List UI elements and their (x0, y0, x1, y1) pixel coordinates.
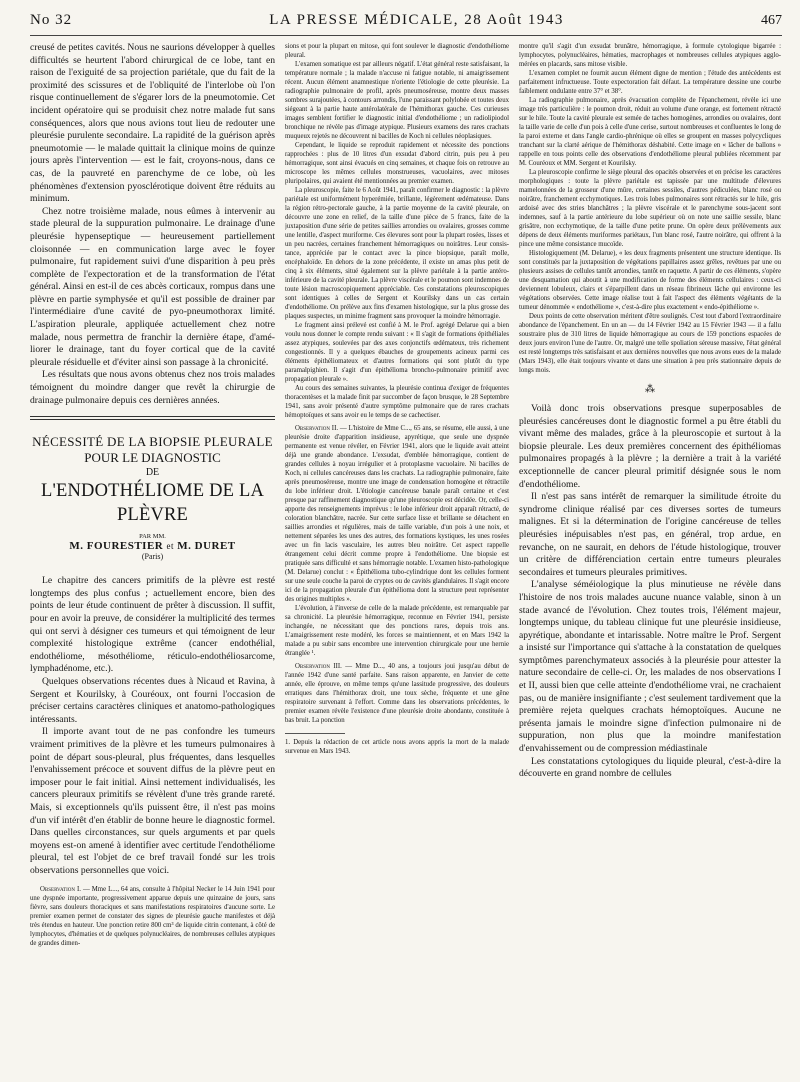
paragraph: Deux points de cette observation méritent d'être soulignés. C'est tout d'abord l'extraordinaire abondance de l'épanchement. En un an — du 14 Février 1942 au 15 Février 1943 — il a fallu soustraire plus de 310 litres de liquide hémorragique au cours de 159 ponctions espacées de deux jours environ l'une de l'autre. Or, malgré une telle spoliation séreuse massive, l'état général est resté longtemps très satisfaisant et aux dernières nouvelles que nous avons eues de la malade (Mars 1943), elle était toujours vivante et dans une situation à peu près stationnaire depuis de longs mois. (519, 313, 781, 374)
observation-text: — Mme D..., 40 ans, a toujours joui jusqu'au début de l'année 1942 d'une santé parfaite. Sans raison apparente, en Janvier de cette année, elle éprouve, en même temps qu'une lassitude progressive, des douleurs erratiques dans l'hémithorax droit, une toux sèche, fréquente et une gêne respiratoire survenant à l'effort. Comme dans les observations précédentes, le premier examen révèle l'existence d'une pleurésie droite abondante, constituée à bas bruit. La ponction (285, 663, 509, 724)
observation-text: — L'histoire de Mme C..., 65 ans, se résume, elle aussi, à une pleurésie droite d'apparition insidieuse, apyrétique, que seule une dyspnée permanente est venue révéler, en Février 1941, alors que le liquide avait atteint déjà une grande abondance. L'exsudat, d'emblée hémorragique, contient de grandes cellules à noyau irrégulier et à protoplasme vacuolaire. Ni bacilles de Koch, ni cellules cancéreuses dans les crachats. La radiographie pulmonaire, faite après pneumoséreuse, montre une image de condensation homogène et rétractile du lobe inférieur droit. L'étiologie cancéreuse banale paraît certaine et c'est presque par raffinement diagnostique qu'une pleuroscopie est décidée. Or, celle-ci apporte des renseignements imprévus : le lobe inférieur droit apparaît rétracté, de coloration blanchâtre, nacrée. Sur cette surface lisse et brillante se détachent en saillies arrondies et régulières, mais de taille variable, d'un pois à une noix, et nettement séparées les unes des autres, des formations kystiques, les unes rosées avec un fin lacis vasculaire, les autres bleu noirâtre. Cet aspect rappelle étrangement celui décrit comme propre à l'endothéliome. Une biopsie est pratiquée sans difficulté et sans hémorragie notable. L'examen histo-pathologique (M. Delarue) conclut : « Épithélioma tubo-cylindrique dont les cellules forment sur une seule couche la paroi de cryptes ou de cavités glandulaires. Il s'agit encore ici de la propagation pleurale d'un épithélioma dont la structure peut représenter des origines multiples ». (285, 425, 509, 603)
section-asterism: ⁂ (645, 384, 655, 395)
observation-1 (30, 885, 275, 948)
paragraph: L'examen somatique est par ailleurs négatif. L'état général reste satisfaisant, la température normale ; la malade n'accuse ni fatigue notable, ni amaigrissement récent. Aucun élément anamnestique n'oriente l'étiologie de cette pleurésie. La radiographie pulmonaire de profil, après pneumoséreuse, montre deux masses sombres surajoutées, à contours arrondis, l'une paraissant polylobée et toutes deux siégeant à la partie haute antérolatérale de l'hémithorax gauche. Ces curieuses images semblent fortifier le diagnostic initial d'endothéliome ; un radiolipiodol bronchique ne révèle pas d'image atypique. Plusieurs examens des rares crachats muqueux rejetés ne découvrent ni bacilles de Koch ni cellules néoplasiques. (285, 61, 509, 140)
paragraph: Cependant, le liquide se reproduit rapidement et nécessite des ponctions rapprochées : plus de 10 litres d'un exsudat d'abord citrin, puis peu à peu hémorragique, sont ainsi évacués en cinq semaines, et chaque fois on retrouve au microscope les mêmes cellules monstrueuses, vacuolaires, avec mitoses pluripolaires, qui avaient été mentionnées au premier examen. (285, 142, 509, 185)
paragraph: L'évolution, à l'inverse de celle de la malade précédente, est remarquable par sa chronicité. La pleurésie hémorragique, reconnue en Février 1941, persiste inchangée, ne nécessitant que des ponctions rares, depuis trois ans. L'amaigrissement reste modéré, les forces se maintiennent, et en Mars 1942 la malade a pu subir sans encombre une intervention chirurgicale pour une hernie étranglée ¹. (285, 605, 509, 657)
byline-prefix: PAR MM. (139, 533, 166, 541)
paragraph: La pleuroscopie confirme le siège pleural des opacités observées et en précise les caractères morphologiques : toute la plèvre pariétale est tapissée par une multitude d'élevures mamelonnées de la grosseur d'une mûre, certaines sessiles, d'autres pédiculées, blanc rosé ou noirâtre, franchement ecchymotiques. Les trois lobes pulmonaires sont rétractés sur le hile, gris ardoisé avec des stries blanchâtres ; la plèvre viscérale et le parenchyme sous-jacent sont indemnes, sauf à la partie antérieure du lobe supérieur où on note une saillie sessile, blanc grisâtre, non ecchymotique, de la taille d'une petite prune. On opère deux prélèvements aux dépens de deux éléments muriformes pariétaux, l'un blanc rosé, l'autre noirâtre, qui offrent à la pince une même consistance mucoïde. (519, 169, 781, 248)
paragraph: Quelques observations récentes dues à Nicaud et Ravina, à Sergent et Kourilsky, à Couréoux, ont fourni l'occasion de préciser certains caractères cliniques et anatomo-pathologiques intéressants. (30, 675, 275, 725)
paragraph: Les résultats que nous avons obtenus chez nos trois malades témoignent du moindre danger que revêt la chirurgie de drainage pulmonaire depuis ces dernières années. (30, 369, 275, 406)
paragraph: Histologiquement (M. Delarue), « les deux fragments présentent une structure identique. Ils sont constitués par la juxtaposition de végétations papillaires assez grêles, revêtues par une ou plusieurs assises de cellules tantôt arrondies, tantôt en raquette. A partir de ces éléments, s'opère une desquamation qui aboutit à une modification de forme des éléments cellulaires : ceux-ci deviennent lobuleux, clairs et s'éparpillent dans un réseau fibrineux lâche qui environne les végétations observées. Cette image réalise tout à fait l'aspect des éléments végétants de la tumeur dénommée « endothéliome », c'est-à-dire plus exactement « endo-épithéliome ». (519, 250, 781, 311)
paragraph: La pleuroscopie, faite le 6 Août 1941, paraît confirmer le diagnostic : la plèvre pariétale est uniformément hyperémiée, brillante, légèrement œdémateuse. Dans la région rétro-pectorale gauche, à la partie moyenne de la cavité pleurale, on découvre une zone en relief, de la taille d'une pièce de 5 francs, faite de la juxtaposition d'une série de petites saillies arrondies ou ovalaires, grosses comme une lentille, d'aspect muriforme. Ces élevures sont pour la plupart rosées, lisses et un peu nacrées, certaines franchement hémorragiques ou noirâtres. Leur consistance, appréciée par le contact avec la pince biopsique, paraît molle, encéphaloïde. En dehors de la zone précédente, il existe un amas plus petit de cinq à six éléments, situé également sur la plèvre pariétale à la partie antéro-inférieure de la cavité pleurale. La plèvre viscérale et le poumon sont indemnes de toute lésion macroscopiquement appréciable. Ces constatations pleuroscopiques sont identiques à celles de Sergent et Kourilsky dans un cas certain d'endothéliome. On prélève aux fins d'examen histologique, sur la plus grosse des plaques suspectes, un minime fragment sans provoquer la moindre hémorragie. (285, 187, 509, 320)
column-1 (30, 42, 275, 1082)
author-1: M. FOURESTIER (69, 540, 164, 553)
article-intro (30, 575, 275, 877)
observation-3-continued (519, 42, 781, 375)
column-3 (519, 42, 781, 1082)
columns (30, 42, 782, 1082)
paragraph: sions et pour la plupart en mitose, qui font soulever le diagnostic d'endothéliome pleural. (285, 43, 509, 59)
observation-text: — Mme L..., 64 ans, consulte à l'hôpital Necker le 14 Juin 1941 pour une dyspnée importante, progressivement apparue depuis une quinzaine de jours, sans fièvre, sans douleurs thoraciques et sans manifestations respiratoires d'aucune sorte. Le premier examen permet de constater des signes de pleurésie gauche manifestes et déjà très étendus en hauteur. Une ponction retire 800 cm³ de liquide citrin contenant, à côté de lymphocytes, d'hématies et de quelques polynucléaires, de nombreuses cellules atypiques de grandes dimen- (30, 886, 275, 948)
title-line-2: POUR LE DIAGNOSTIC (84, 450, 221, 466)
author-city: (Paris) (141, 552, 164, 562)
observation-lead: Observation I. (40, 886, 81, 894)
author-conjunction: et (166, 541, 174, 552)
previous-article-end (30, 42, 275, 407)
observation-1-continued (285, 42, 509, 725)
paragraph: Le fragment ainsi prélevé est confié à M. le Prof. agrégé Delarue qui a bien voulu nous donner le compte rendu suivant : « Il s'agit de formations épithéliales assez atypiques, soulevées par des axes conjonctifs œdémateux, très richement congestionnés. Il y a quelques ébauches de groupements acineux parmi ces éléments épithéliomateux et d'autres formations qui sont plutôt du type paramalpighien. Il s'agit d'un épithélioma broncho-pulmonaire primitif avec propagation pleurale ». (285, 322, 509, 383)
paragraph: Au cours des semaines suivantes, la pleurésie continua d'exiger de fréquentes thoracentèses et la malade finit par succomber de façon brusque, le 28 Septembre 1941, sans avoir présenté d'autre symptôme pulmonaire que de rares crachats hémoptoïques et sans avoir eu le temps de se cachectiser. (285, 385, 509, 419)
paragraph: Il n'est pas sans intérêt de remarquer la similitude étroite du syndrome clinique réalisé par ces diverses sortes de tumeurs malignes. Et si la détermination de l'origine cancéreuse de telles pleurésies inépuisables n'est pas, en général, trop ardue, en revanche, on ne saurait, en dehors de l'étude histologique, trouver un critère de différenciation certain entre tumeurs pleurales secondaires et tumeurs pleurales primitives. (519, 491, 781, 578)
title-line-1: NÉCESSITÉ DE LA BIOPSIE PLEURALE (32, 434, 273, 450)
footnote: 1. Depuis la rédaction de cet article nous avons appris la mort de la malade survenue en Mars 1943. (285, 739, 509, 755)
paragraph: Le chapitre des cancers primitifs de la plèvre est resté longtemps des plus confus ; actuellement encore, bien des points de leur étude continuent de prêter à discussion. Il suffit, pour en avoir la preuve, de considérer la multiplicité des termes qui ont servi à désigner ces tumeurs et qui témoignent de leur complexité histologique extrême (cancer endothélial, endothéliome, mésothéliome, réticulo-endothéliosarcome, lymphadénome, etc.). (30, 575, 275, 675)
author-2: M. DURET (177, 540, 236, 553)
issue-number: No 32 (30, 12, 73, 28)
paragraph: montre qu'il s'agit d'un exsudat brunâtre, hémorragique, à formule cytologique bigarrée : lymphocytes, polynucléaires, hématies, macrophages et nombreuses cellules atypiques agglomérées en placards, sans mitose visible. (519, 43, 781, 68)
paragraph: L'examen complet ne fournit aucun élément digne de mention ; l'étude des antécédents est parfaitement infructueuse. Toute expectoration fait défaut. La température dessine une courbe faiblement ondulante entre 37° et 38°. (519, 70, 781, 95)
paragraph: Il importe avant tout de ne pas confondre les tumeurs vraiment primitives de la plèvre et les tumeurs pulmonaires à point de départ sous-pleural, plus fréquentes, dans lesquelles l'envahissement précoce et souvent diffus de la plèvre peut en imposer pour le fait initial. Ainsi nettement individualisés, les cancers pleuraux primitifs se révèlent d'une très grande rareté. Mais, si exceptionnels qu'ils puissent être, il n'est pas moins d'un vif intérêt d'en établir de bonne heure le diagnostic formel. Dans quelles circonstances, sur quels arguments et par quels moyens est-on amené à identifier avec certitude l'endothéliome pleural, tel est l'objet de ce bref travail fondé sur les trois observations personnelles que voici. (30, 726, 275, 876)
page-number: 467 (761, 13, 782, 28)
paragraph: L'analyse séméiologique la plus minutieuse ne révèle dans l'histoire de nos trois malades aucune nuance valable, sinon à un stade avancé de l'évolution. Chez toutes trois, l'élément majeur, longtemps unique, du tableau clinique fut une pleurésie insidieuse, apyrétique, abondante et intarissable. Notre maître le Prof. Sergent a insisté sur l'importance qui s'attache à la constatation de quelques symptômes parenchymateux associés à la pleurésie pour attester la nature secondaire de celle-ci. Or, les malades de nos observations I et II, aussi bien que celle atteinte d'endothéliome vrai, ne crachaient pas, ou de manière insignifiante ; c'est seulement tardivement que la première rejeta quelques crachats hémoptoïques. Aucune ne présenta jamais le moindre signe d'infection pulmonaire ni de suppuration, non plus que la moindre manifestation d'envahissement ou de compression médiastinale (519, 579, 781, 755)
journal-title: LA PRESSE MÉDICALE, 28 Août 1943 (269, 12, 564, 28)
divider (30, 416, 275, 417)
paragraph: Chez notre troisième malade, nous eûmes à intervenir au stade pleural de la suppuration pulmonaire. Le drainage d'une pleurésie hypenseptique — heureusement partiellement cloisonnée — en communication large avec le foyer pulmonaire, fut rapidement suivi d'une disparition à peu près complète de l'expectoration et de la transformation de l'état général. Ainsi en est-il de ces abcès corticaux, rompus dans une plèvre en partie symphysée et qu'il est possible de drainer par l'intermédiaire d'une cavité de pyo-pneumothorax limité. L'aspiration pleurale, appliquée actuellement chez notre malade, nous permettra de franchir la dernière étape, d'améliorer le drainage, tant du foyer cortical que de la cavité pleurale résiduelle et d'éviter ainsi son passage à la chronicité. (30, 205, 275, 368)
article-title (30, 434, 275, 527)
observation-lead: Observation II. (295, 425, 339, 432)
paragraph: La radiographie pulmonaire, après évacuation complète de l'épanchement, révèle ici une image très particulière : le poumon droit, réduit au volume d'une orange, est fortement rétracté sur le hile. Toute la cavité pleurale est semée de taches homogènes, arrondies ou ovalaires, dont la taille varie de celle d'un pois à celle d'une cerise, surtout nombreuses et confluentes le long de la paroi externe et dans l'angle cardio-phrénique où elles se groupent en masses polycycliques tranchant sur la clarté aérique de l'hémithorax déshabité. Cette image en « lâcher de ballons » rappelle en tous points celle des observations d'endothéliome pleural publiées récemment par M. Couréoux et MM. Sergent et Kourilsky. (519, 97, 781, 167)
discussion (519, 403, 781, 781)
divider (30, 419, 275, 420)
footnote-divider (285, 733, 345, 734)
paragraph: creusé de petites cavités. Nous ne saurions développer à quelles difficultés se heurtent l'abord chirurgical de ce lobe, tant en raison de l'exiguité de sa projection pariétale, que du fait de la proximité des scissures et de l'obliquité de l'interlobe où l'on risque continuellement de s'égarer lors de la pneumotomie. Cet incident opératoire qui se produisit chez notre malade fut sans conséquences, alors que nous avions tout lieu de redouter une pleurésie purulente secondaire. La rapidité de la guérison après pneumotomie — le malade quittait la clinique moins de quinze jours après l'intervention — est le fait, croyons-nous, dans ce cas, de la pauvreté en parenchyme de ce lobe, où les phénomènes d'extension pyosclérotique doivent être réduits au minimum. (30, 42, 275, 205)
column-2 (285, 42, 509, 1082)
title-line-3: DE (145, 467, 160, 479)
paragraph: Voilà donc trois observations presque superposables de pleurésies cancéreuses dont le diagnostic formel a pu être établi du vivant même des malades, grâce à la pleuroscopie et surtout à la biopsie pleurale. Les deux premières concernent des épithéliomas pulmonaires propagés à la plèvre ; la dernière a trait à la variété exceptionnelle de cancer pleural primitif désignée sous le nom d'endothéliome. (519, 403, 781, 490)
title-line-4: L'ENDOTHÉLIOME DE LA PLÈVRE (40, 481, 265, 526)
paragraph: Les constatations cytologiques du liquide pleural, c'est-à-dire la découverte en grand nombre de cellules (519, 755, 781, 780)
authors (30, 540, 275, 552)
observation-lead: Observation III. (295, 663, 342, 670)
page-header (30, 12, 782, 36)
